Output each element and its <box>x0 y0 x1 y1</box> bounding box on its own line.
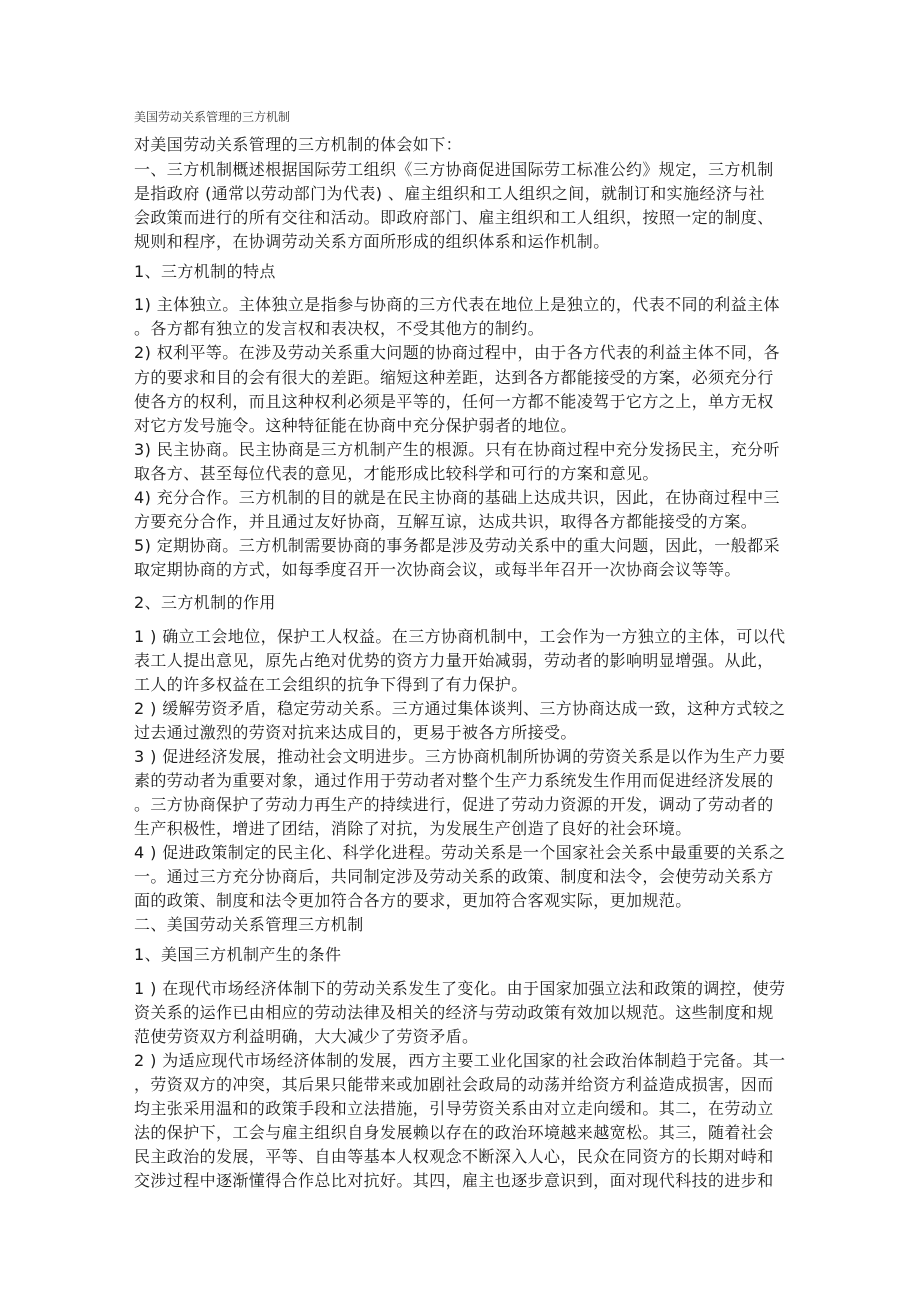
section-heading: 1、三方机制的特点 <box>134 262 276 281</box>
text-line: 方的要求和目的会有很大的差距。缩短这种差距，达到各方都能接受的方案，必须充分行 <box>134 368 774 387</box>
text-line: 。三方协商保护了劳动力再生产的持续进行，促进了劳动力资源的开发，调动了劳动者的 <box>134 795 774 814</box>
text-line: 一、三方机制概述根据国际劳工组织《三方协商促进国际劳工标准公约》规定，三方机制 <box>134 160 774 179</box>
text-line: 2 ) 缓解劳资矛盾，稳定劳动关系。三方通过集体谈判、三方协商达成一致，这种方式较之 <box>134 699 786 718</box>
text-line: 方要充分合作，并且通过友好协商，互解互谅，达成共识，取得各方都能接受的方案。 <box>134 512 758 531</box>
text-line: 过去通过激烈的劳资对抗来达成目的，更易于被各方所接受。 <box>134 723 577 742</box>
text-line: 3) 民主协商。民主协商是三方机制产生的根源。只有在协商过程中充分发扬民主，充分听 <box>134 440 780 459</box>
text-line: 4) 充分合作。三方机制的目的就是在民主协商的基础上达成共识，因此，在协商过程中三 <box>134 488 780 507</box>
text-line: 法的保护下，工会与雇主组织自身发展赖以存在的政治环境越来越宽松。其三，随着社会 <box>134 1123 774 1142</box>
text-line: 会政策而进行的所有交往和活动。即政府部门、雇主组织和工人组织，按照一定的制度、 <box>134 208 774 227</box>
text-line: 4 ) 促进政策制定的民主化、科学化进程。劳动关系是一个国家社会关系中最重要的关系之 <box>134 843 786 862</box>
text-line: 是指政府 (通常以劳动部门为代表) 、雇主组织和工人组织之间，就制订和实施经济与社 <box>134 184 766 203</box>
text-line: 范使劳资双方利益明确，大大减少了劳资矛盾。 <box>134 1027 479 1046</box>
text-line: 民主政治的发展，平等、自由等基本人权观念不断深入人心，民众在同资方的长期对峙和 <box>134 1147 774 1166</box>
section-heading: 二、美国劳动关系管理三方机制 <box>134 915 364 934</box>
text-line: 取各方、甚至每位代表的意见，才能形成比较科学和可行的方案和意见。 <box>134 464 659 483</box>
section-heading: 1、美国三方机制产生的条件 <box>134 945 342 964</box>
text-line: 对它方发号施令。这种特征能在协商中充分保护弱者的地位。 <box>134 416 577 435</box>
text-line: 一。通过三方充分协商后，共同制定涉及劳动关系的政策、制度和法令，会使劳动关系方 <box>134 867 774 886</box>
text-line: 3 ) 促进经济发展，推动社会文明进步。三方协商机制所协调的劳资关系是以作为生产力要 <box>134 747 786 766</box>
text-line: ，劳资双方的冲突，其后果只能带来或加剧社会政局的动荡并给资方利益造成损害，因而 <box>134 1075 774 1094</box>
text-line: 交涉过程中逐渐懂得合作总比对抗好。其四，雇主也逐步意识到，面对现代科技的进步和 <box>134 1171 774 1190</box>
text-line: 规则和程序，在协调劳动关系方面所形成的组织体系和运作机制。 <box>134 232 610 251</box>
text-line: 1) 主体独立。主体独立是指参与协商的三方代表在地位上是独立的，代表不同的利益主体 <box>134 295 780 314</box>
text-line: 取定期协商的方式，如每季度召开一次协商会议，或每半年召开一次协商会议等等。 <box>134 560 741 579</box>
doc-title: 美国劳动关系管理的三方机制 <box>134 110 291 124</box>
text-line: 1 ) 确立工会地位，保护工人权益。在三方协商机制中，工会作为一方独立的主体，可以代 <box>134 627 786 646</box>
text-line: 使各方的权利，而且这种权利必须是平等的，任何一方都不能凌驾于它方之上，单方无权 <box>134 392 774 411</box>
text-line: 2 ) 为适应现代市场经济体制的发展，西方主要工业化国家的社会政治体制趋于完备。其一 <box>134 1051 786 1070</box>
text-line: 2) 权利平等。在涉及劳动关系重大问题的协商过程中，由于各方代表的利益主体不同，各 <box>134 343 780 362</box>
text-line: 1 ) 在现代市场经济体制下的劳动关系发生了变化。由于国家加强立法和政策的调控，使劳 <box>134 979 786 998</box>
text-line: 资关系的运作已由相应的劳动法律及相关的经济与劳动政策有效加以规范。这些制度和规 <box>134 1003 774 1022</box>
section-heading: 2、三方机制的作用 <box>134 593 276 612</box>
text-line: 面的政策、制度和法令更加符合各方的要求，更加符合客观实际，更加规范。 <box>134 891 692 910</box>
text-line: 工人的许多权益在工会组织的抗争下得到了有力保护。 <box>134 675 528 694</box>
intro-line: 对美国劳动关系管理的三方机制的体会如下： <box>134 135 463 154</box>
text-line: 。各方都有独立的发言权和表决权，不受其他方的制约。 <box>134 319 545 338</box>
text-line: 生产积极性，增进了团结，消除了对抗，为发展生产创造了良好的社会环境。 <box>134 819 692 838</box>
text-line: 表工人提出意见，原先占绝对优势的资方力量开始减弱，劳动者的影响明显增强。从此， <box>134 651 774 670</box>
text-line: 素的劳动者为重要对象，通过作用于劳动者对整个生产力系统发生作用而促进经济发展的 <box>134 771 774 790</box>
text-line: 均主张采用温和的政策手段和立法措施，引导劳资关系由对立走向缓和。其二，在劳动立 <box>134 1099 774 1118</box>
text-line: 5) 定期协商。三方机制需要协商的事务都是涉及劳动关系中的重大问题，因此，一般都采 <box>134 536 780 555</box>
